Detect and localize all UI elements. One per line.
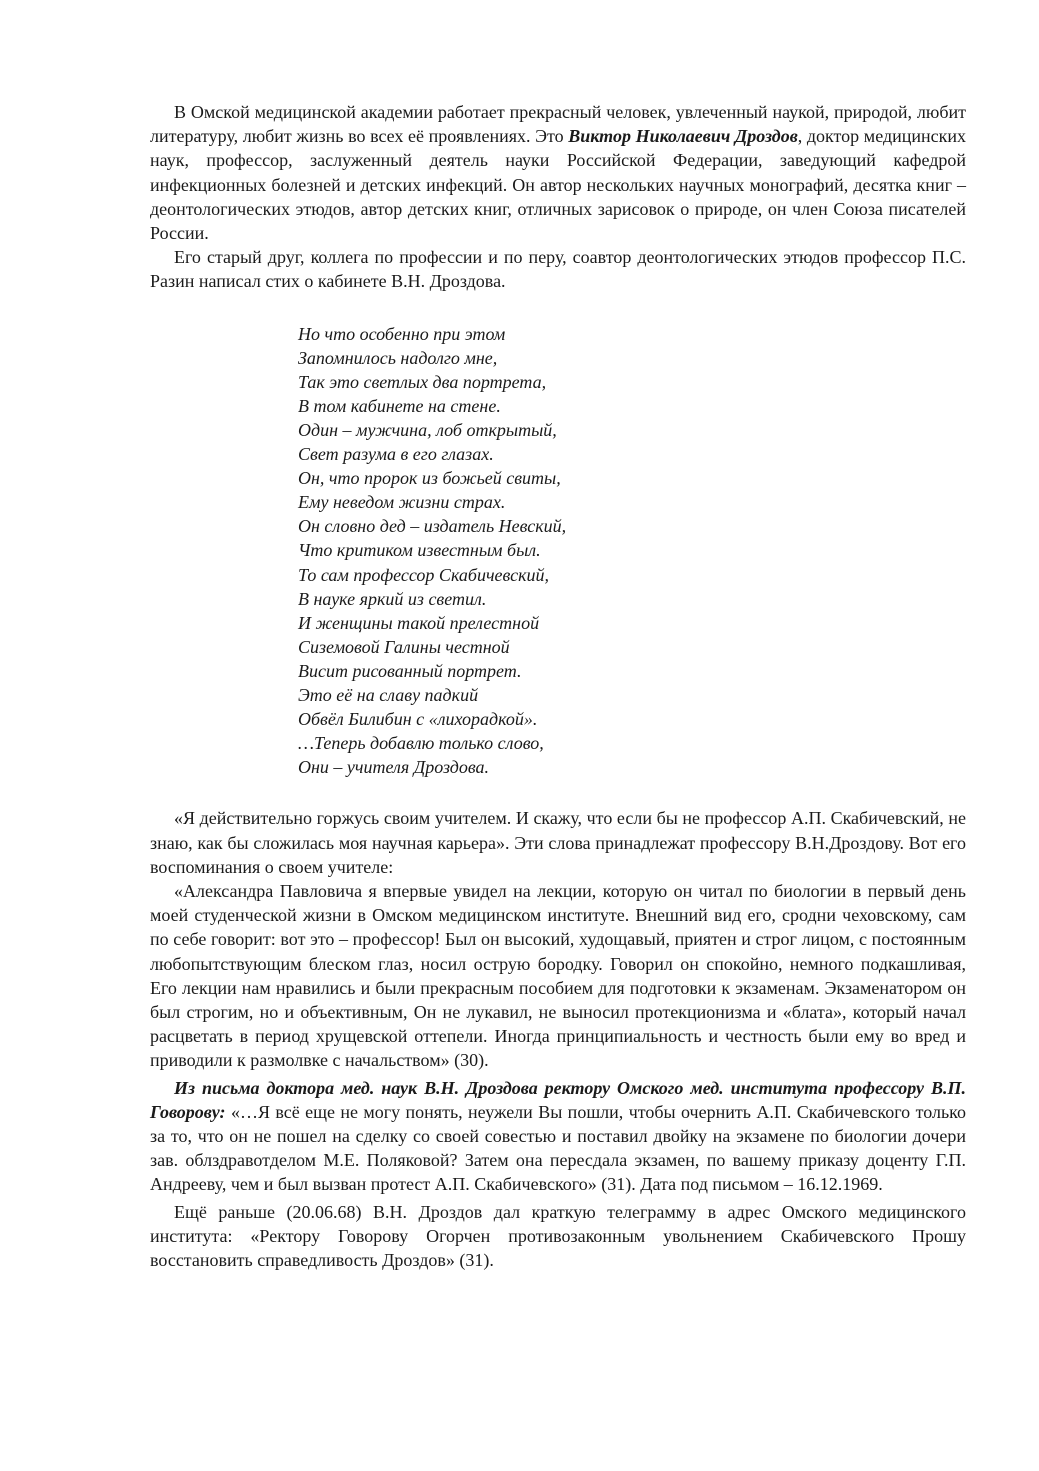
poem-line: Сиземовой Галины честной (298, 636, 510, 657)
poem-line: Обвёл Билибин с «лихорадкой». (298, 709, 538, 730)
poem-line: Ему неведом жизни страх. (298, 492, 506, 513)
poem-line: …Теперь добавлю только слово, (298, 733, 544, 754)
poem-line: Это её на славу падкий (298, 685, 479, 706)
letter-text: «…Я всё еще не могу понять, неужели Вы пошли, чтобы очернить А.П. Скабичевского только за то, что он не пошел на сделку со своей совестью и поставил двойку на экзамене по биологии дочери зав. облздравотделом М.Е. Поляковой? Затем она пересдала экзамен, по вашему приказу доценту Г.П. Андрееву, чем и был вызван протест А.П. Скабичевского» (31). Дата под письмом – 16.12.1969. (150, 1101, 966, 1195)
intro-text-end: , доктор медицинских наук, профессор, заслуженный деятель науки Российской Федерации, заведующий кафедрой инфекционных болезней и детских инфекций. Он автор нескольких научных монографий, десятка книг – деонтологических этюдов, автор детских книг, отличных зарисовок о природе, он член Союза писателей России. (150, 126, 966, 244)
poem-line: Свет разума в его глазах. (298, 444, 494, 465)
intro-text-start: В Омской медицинской академии работает прекрасный человек, увлеченный наукой, природой, любит литературу, любит жизнь во всех её проявлениях. Это (150, 102, 966, 147)
poem-line: Он, что пророк из божьей свиты, (298, 468, 561, 489)
poem-line: В том кабинете на стене. (298, 395, 501, 416)
poem-line: Запомнилось надолго мне, (298, 347, 498, 368)
poem-line: И женщины такой прелестной (298, 612, 540, 633)
poem-line: Один – мужчина, лоб открытый, (298, 420, 557, 440)
poem-line: Висит рисованный портрет. (298, 660, 522, 681)
person-name: Виктор Николаевич Дроздов (568, 126, 798, 147)
letter-heading: Из письма доктора мед. наук В.Н. Дроздова ректору Омского мед. института профессору В.П. Говорову: (150, 1077, 966, 1122)
poem (298, 322, 966, 780)
paragraph-telegram: Ещё раньше (20.06.68) В.Н. Дроздов дал краткую телеграмму в адрес Омского медицинского института: «Ректору Говорову Огорчен противозаконным увольнением Скабичевского Прошу восстановить справедливость Дроздов» (31). (150, 1201, 966, 1271)
document-page (150, 100, 966, 1272)
poem-line: В науке яркий из светил. (298, 588, 487, 609)
poem-line: Так это светлых два портрета, (298, 371, 547, 392)
poem-line: То сам профессор Скабичевский, (298, 564, 550, 585)
paragraph-quote: «Я действительно горжусь своим учителем. И скажу, что если бы не профессор А.П. Скабичевский, не знаю, как бы сложилась моя научная карьера». Эти слова принадлежат профессору В.Н.Дроздову. Вот его воспоминания о своем учителе: (150, 808, 966, 877)
paragraph-intro (150, 100, 966, 245)
poem-line: Он словно дед – издатель Невский, (298, 516, 567, 537)
paragraph-friend: Его старый друг, коллега по профессии и по перу, соавтор деонтологических этюдов профессор П.С. Разин написал стих о кабинете В.Н. Дроздова. (150, 247, 966, 292)
poem-line: Но что особенно при этом (298, 323, 506, 344)
paragraph-memoir: «Александра Павловича я впервые увидел на лекции, которую он читал по биологии в первый день моей студенческой жизни в Омском медицинском институте. Внешний вид его, сродни чеховскому, сам по себе говорит: вот это – профессор! Был он высокий, худощавый, приятен и строг лицом, с постоянным любопытствующим блеском глаз, носил острую бородку. Говорил он спокойно, немного подкашливая, Его лекции нам нравились и были прекрасным пособием для подготовки к экзаменам. Экзаменатором он был строгим, но и объективным, Он не лукавил, не выносил протекционизма и «блата», который начал расцветать в период хрущевской оттепели. Иногда принципиальность и честность были ему во вред и приводили к размолвке с начальством» (30). (150, 881, 966, 1071)
poem-line: Они – учителя Дроздова. (298, 757, 490, 778)
paragraph-letter (150, 1076, 966, 1197)
poem-line: Что критиком известным был. (298, 540, 541, 561)
